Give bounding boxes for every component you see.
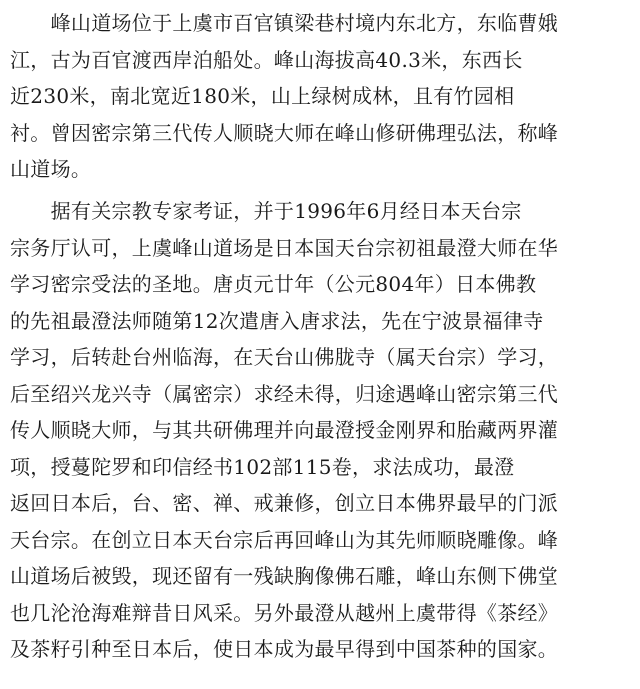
text-line: 传人顺晓大师，与其共研佛理并向最澄授金刚界和胎藏两界灌	[10, 418, 559, 442]
text-line: 也几沦沧海难辩昔日风采。另外最澄从越州上虞带得《茶经》	[10, 600, 559, 625]
paragraph-fengshan-location	[10, 5, 635, 188]
text-line: 山道场。	[10, 157, 92, 181]
text-line: 天台宗。在创立日本天台宗后再回峰山为其先师顺晓雕像。峰	[10, 527, 559, 552]
text-line: 后至绍兴龙兴寺（属密宗）求经未得，归途遇峰山密宗第三代	[10, 381, 559, 406]
text-line: 学习密宗受法的圣地。唐贞元廿年（公元804年）日本佛教	[10, 272, 537, 296]
text-line: 据有关宗教专家考证，并于1996年6月经日本天台宗	[10, 199, 522, 223]
paragraph-saicho-history	[10, 193, 635, 668]
text-line: 山道场后被毁，现还留有一残缺胸像佛石雕，峰山东侧下佛堂	[10, 564, 559, 588]
text-line: 项，授蔓陀罗和印信经书102部115卷，求法成功，最澄	[10, 454, 515, 479]
text-line: 江，古为百官渡西岸泊船处。峰山海拔高40.3米，东西长	[10, 47, 523, 72]
text-line: 近230米，南北宽近180米，山上绿树成林，且有竹园相	[10, 84, 515, 108]
text-line: 返回日本后，台、密、禅、戒兼修，创立日本佛界最早的门派	[10, 491, 559, 515]
text-line: 学习，后转赴台州临海，在天台山佛胧寺（属天台宗）学习，	[10, 345, 559, 369]
text-line: 的先祖最澄法师随第12次遣唐入唐求法，先在宁波景福律寺	[10, 308, 544, 333]
text-line: 及茶籽引种至日本后，使日本成为最早得到中国茶种的国家。	[10, 637, 559, 661]
text-line: 峰山道场位于上虞市百官镇梁巷村境内东北方，东临曹娥	[10, 11, 559, 35]
text-line: 宗务厅认可，上虞峰山道场是日本国天台宗初祖最澄大师在华	[10, 235, 559, 260]
text-line: 衬。曾因密宗第三代传人顺晓大师在峰山修研佛理弘法，称峰	[10, 120, 559, 145]
